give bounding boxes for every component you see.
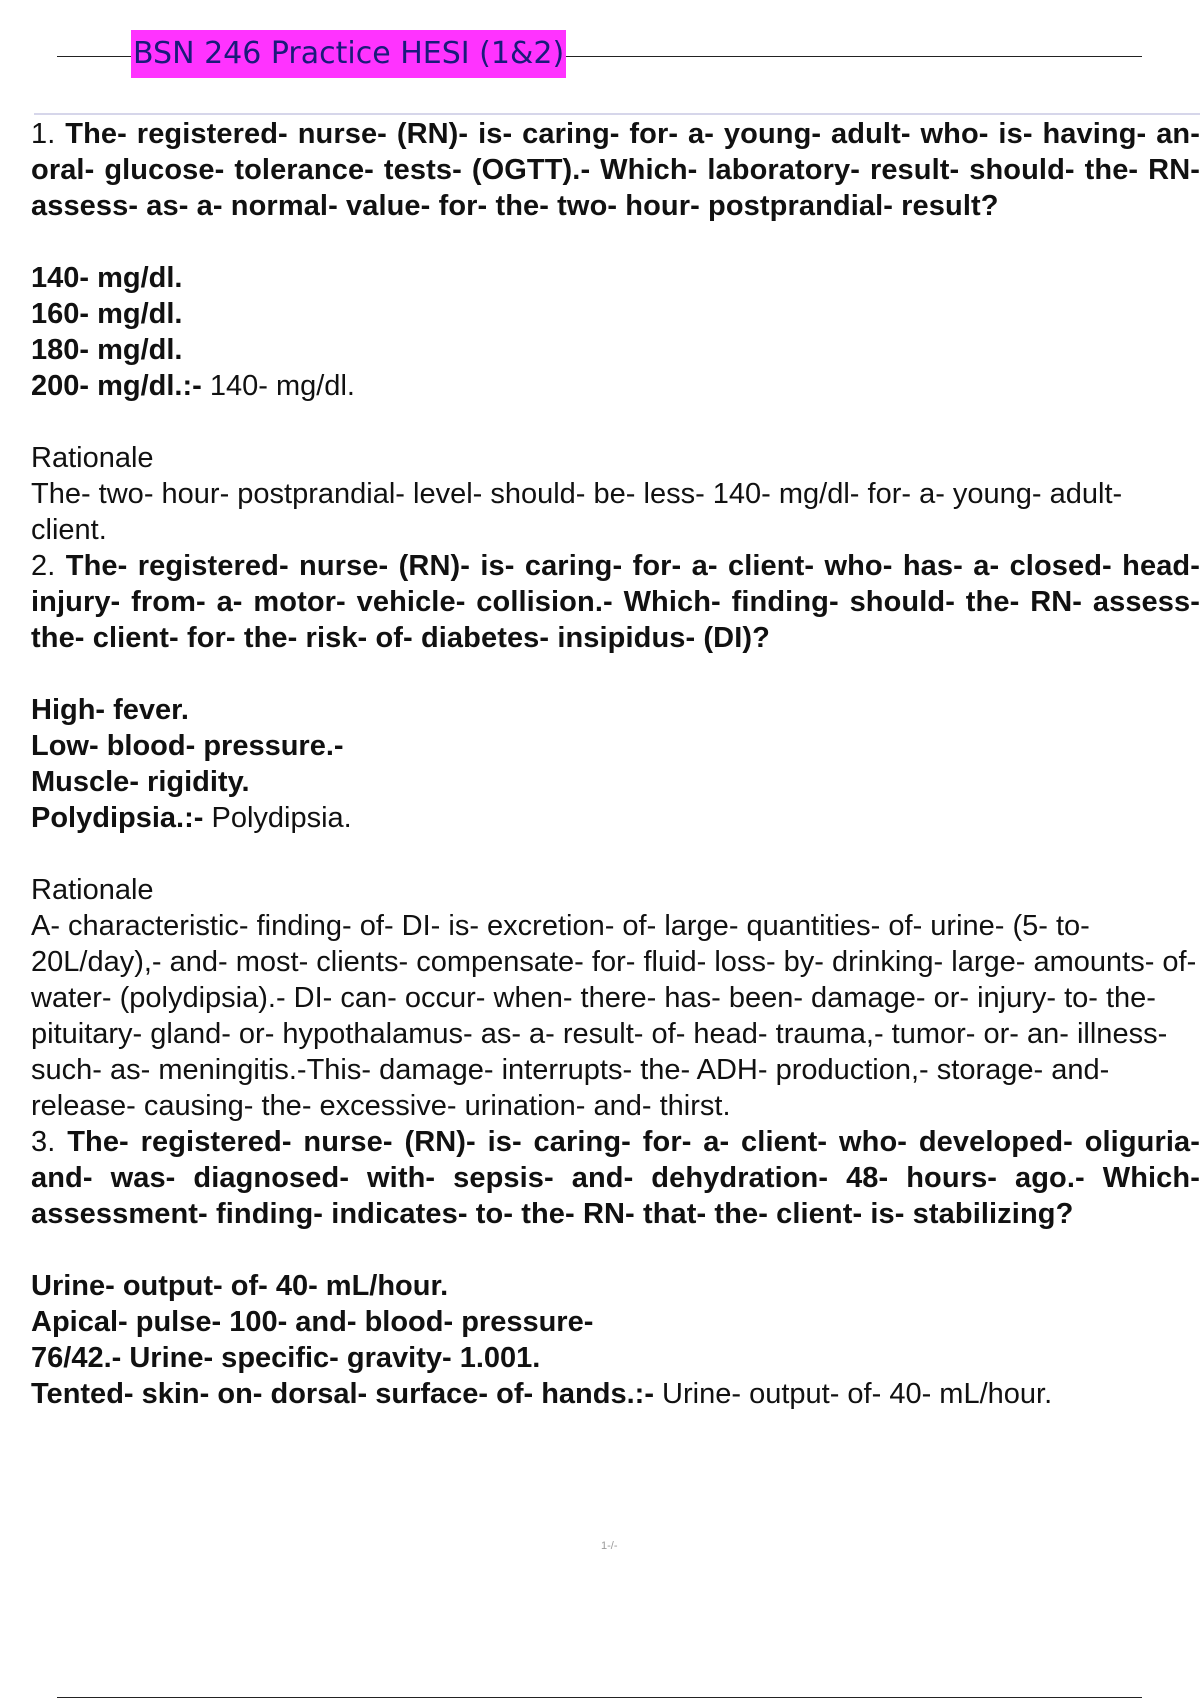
option-item: 160- mg/dl. <box>31 298 183 330</box>
option-item: Urine- output- of- 40- mL/hour. <box>31 1270 449 1302</box>
option-item-last <box>31 368 1200 404</box>
options-list <box>31 1268 1200 1412</box>
question-number: 2. <box>31 550 56 582</box>
document-title: BSN 246 Practice HESI (1&2) <box>131 30 566 78</box>
answer-text: 140- mg/dl. <box>201 370 355 402</box>
option-item: 140- mg/dl. <box>31 262 183 294</box>
option-item: Muscle- rigidity. <box>31 766 250 798</box>
question-3 <box>31 1124 1200 1232</box>
option-item-last <box>31 800 1200 836</box>
option-item: 76/42.- Urine- specific- gravity- 1.001. <box>31 1342 541 1374</box>
option-item: Low- blood- pressure.- <box>31 730 344 762</box>
question-number: 1. <box>31 118 56 150</box>
answer-text: Polydipsia. <box>203 802 352 834</box>
option-item: 180- mg/dl. <box>31 334 183 366</box>
question-2 <box>31 548 1200 656</box>
rationale-text: The- two- hour- postprandial- level- should- be- less- 140- mg/dl- for- a- young- adult- client. <box>31 478 1123 546</box>
header-divider <box>34 113 1200 115</box>
rationale-heading: Rationale <box>31 874 154 906</box>
page-number: 1-/- <box>601 1540 618 1552</box>
rationale-heading: Rationale <box>31 442 154 474</box>
option-item: Apical- pulse- 100- and- blood- pressure- <box>31 1306 594 1338</box>
option-item-last <box>31 1376 1200 1412</box>
question-text: The- registered- nurse- (RN)- is- caring- for- a- client- who- developed- oliguria- and- was- diagnosed- with- sepsis- and- dehydration- 48- hours- ago.- Which- assessment- finding- indicates- to- the- RN- that- the- client- is- stabilizing? <box>31 1126 1200 1230</box>
option-item: High- fever. <box>31 694 189 726</box>
option-text: Polydipsia.:- <box>31 802 204 834</box>
question-text: The- registered- nurse- (RN)- is- caring- for- a- client- who- has- a- closed- head- injury- from- a- motor- vehicle- collision.- Which- finding- should- the- RN- assess- the- client- for- the- risk- of- diabetes- insipidus- (DI)? <box>31 550 1200 654</box>
options-list <box>31 260 1200 404</box>
rationale-text: A- characteristic- finding- of- DI- is- excretion- of- large- quantities- of- urine- (5- to- 20L/day),- and- most- clients- compensate- for- fluid- loss- by- drinking- large- amounts- of- water- (polydipsia).- DI- can- occur- when- there- has- been- damage- or- injury- to- the- pituitary- gland- or- hypothalamus- as- a- result- of- head- trauma,- tumor- or- an- illness- such- as- meningitis.-This- damage- interrupts- the- ADH- production,- storage- and- release- causing- the- excessive- urination- and- thirst. <box>31 910 1197 1122</box>
document-body <box>31 116 1200 1412</box>
question-text: The- registered- nurse- (RN)- is- caring- for- a- young- adult- who- is- having- an- oral- glucose- tolerance- tests- (OGTT).- Which- laboratory- result- should- the- RN- assess- as- a- normal- value- for- the- two- hour- postprandial- result? <box>31 118 1200 222</box>
option-text: Tented- skin- on- dorsal- surface- of- hands.:- <box>31 1378 654 1410</box>
question-number: 3. <box>31 1126 56 1158</box>
question-1 <box>31 116 1200 224</box>
footer-rule <box>57 1697 1142 1698</box>
answer-text: Urine- output- of- 40- mL/hour. <box>654 1378 1053 1410</box>
option-text: 200- mg/dl.:- <box>31 370 202 402</box>
options-list <box>31 692 1200 836</box>
